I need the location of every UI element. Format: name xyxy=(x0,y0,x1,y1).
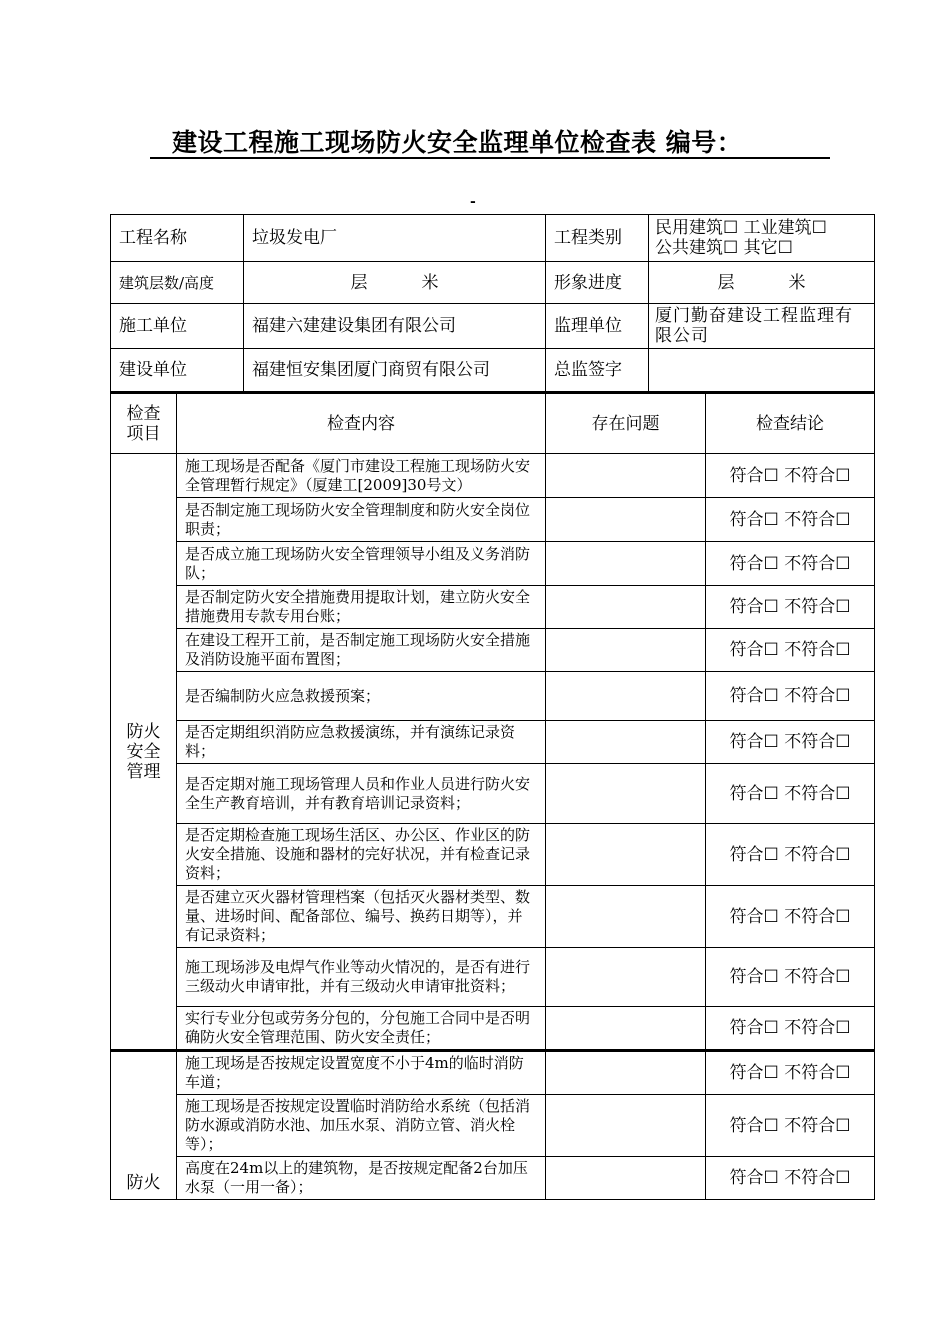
issue-cell[interactable] xyxy=(546,586,706,629)
issue-cell[interactable] xyxy=(546,948,706,1007)
issue-cell[interactable] xyxy=(546,454,706,498)
issue-cell[interactable] xyxy=(546,672,706,721)
supervisor-label: 监理单位 xyxy=(546,304,649,349)
project-name-label: 工程名称 xyxy=(111,215,244,262)
issue-cell[interactable] xyxy=(546,1157,706,1200)
page-title: 建设工程施工现场防火安全监理单位检查表 编号： xyxy=(150,127,830,159)
info-row-floors xyxy=(111,262,875,304)
check-content: 是否定期对施工现场管理人员和作业人员进行防火安全生产教育培训，并有教育培训记录资料； xyxy=(177,764,546,824)
table-row xyxy=(111,1007,875,1051)
supervisor-value: 厦门勤奋建设工程监理有限公司 xyxy=(649,304,875,349)
inspection-table xyxy=(110,214,875,1200)
conclusion-checkbox[interactable]: 符合☐ 不符合☐ xyxy=(706,629,875,672)
header-item: 检查项目 xyxy=(111,393,177,454)
conclusion-checkbox[interactable]: 符合☐ 不符合☐ xyxy=(706,1157,875,1200)
table-row xyxy=(111,824,875,886)
conclusion-checkbox[interactable]: 符合☐ 不符合☐ xyxy=(706,1051,875,1095)
category-fire-label: 防火 xyxy=(126,1173,161,1193)
conclusion-checkbox[interactable]: 符合☐ 不符合☐ xyxy=(706,948,875,1007)
chief-sign-label: 总监签字 xyxy=(546,349,649,393)
issue-cell[interactable] xyxy=(546,1051,706,1095)
conclusion-checkbox[interactable]: 符合☐ 不符合☐ xyxy=(706,764,875,824)
conclusion-checkbox[interactable]: 符合☐ 不符合☐ xyxy=(706,824,875,886)
check-content: 是否制定防火安全措施费用提取计划，建立防火安全措施费用专款专用台账； xyxy=(177,586,546,629)
check-content: 施工现场是否按规定设置宽度不小于4m的临时消防车道； xyxy=(177,1051,546,1095)
table-header-row xyxy=(111,393,875,454)
project-type-options-line2: 公共建筑☐ 其它☐ xyxy=(655,238,793,258)
issue-cell[interactable] xyxy=(546,824,706,886)
project-type-label: 工程类别 xyxy=(546,215,649,262)
conclusion-checkbox[interactable]: 符合☐ 不符合☐ xyxy=(706,498,875,542)
check-content: 施工现场是否配备《厦门市建设工程施工现场防火安全管理暂行规定》（厦建工[2009]30号文） xyxy=(177,454,546,498)
conclusion-checkbox[interactable]: 符合☐ 不符合☐ xyxy=(706,1007,875,1051)
category-fire xyxy=(111,1051,177,1200)
contractor-value: 福建六建建设集团有限公司 xyxy=(244,304,546,349)
header-content: 检查内容 xyxy=(177,393,546,454)
table-row xyxy=(111,629,875,672)
number-dash: - xyxy=(470,194,476,210)
info-row-owner xyxy=(111,349,875,393)
issue-cell[interactable] xyxy=(546,764,706,824)
header-conclusion: 检查结论 xyxy=(706,393,875,454)
floors-value: 层 米 xyxy=(244,262,546,304)
issue-cell[interactable] xyxy=(546,498,706,542)
table-row xyxy=(111,948,875,1007)
check-content: 施工现场涉及电焊气作业等动火情况的，是否有进行三级动火申请审批，并有三级动火申请审批资料； xyxy=(177,948,546,1007)
table-row xyxy=(111,1095,875,1157)
check-content: 施工现场是否按规定设置临时消防给水系统（包括消防水源或消防水池、加压水泵、消防立管、消火栓等）； xyxy=(177,1095,546,1157)
issue-cell[interactable] xyxy=(546,886,706,948)
category-fire-safety-management: 防火安全管理 xyxy=(111,454,177,1051)
check-content: 是否定期组织消防应急救援演练，并有演练记录资料； xyxy=(177,721,546,764)
check-content: 实行专业分包或劳务分包的，分包施工合同中是否明确防火安全管理范围、防火安全责任； xyxy=(177,1007,546,1051)
check-content: 在建设工程开工前，是否制定施工现场防火安全措施及消防设施平面布置图； xyxy=(177,629,546,672)
project-type-options-line1: 民用建筑☐ 工业建筑☐ xyxy=(655,218,827,238)
info-row-project xyxy=(111,215,875,262)
check-content: 是否建立灭火器材管理档案（包括灭火器材类型、数量、进场时间、配备部位、编号、换药日期等），并有记录资料； xyxy=(177,886,546,948)
table-row xyxy=(111,721,875,764)
table-row xyxy=(111,886,875,948)
progress-value: 层 米 xyxy=(649,262,875,304)
table-row xyxy=(111,498,875,542)
table-row xyxy=(111,672,875,721)
table-row xyxy=(111,1051,875,1095)
progress-label: 形象进度 xyxy=(546,262,649,304)
table-row xyxy=(111,586,875,629)
check-content: 是否制定施工现场防火安全管理制度和防火安全岗位职责； xyxy=(177,498,546,542)
issue-cell[interactable] xyxy=(546,629,706,672)
conclusion-checkbox[interactable]: 符合☐ 不符合☐ xyxy=(706,1095,875,1157)
project-type-options xyxy=(649,215,875,262)
owner-label: 建设单位 xyxy=(111,349,244,393)
conclusion-checkbox[interactable]: 符合☐ 不符合☐ xyxy=(706,886,875,948)
conclusion-checkbox[interactable]: 符合☐ 不符合☐ xyxy=(706,542,875,586)
table-row xyxy=(111,1157,875,1200)
issue-cell[interactable] xyxy=(546,721,706,764)
conclusion-checkbox[interactable]: 符合☐ 不符合☐ xyxy=(706,454,875,498)
check-content: 是否成立施工现场防火安全管理领导小组及义务消防队； xyxy=(177,542,546,586)
table-row xyxy=(111,764,875,824)
chief-sign-field[interactable] xyxy=(649,349,875,393)
header-issues: 存在问题 xyxy=(546,393,706,454)
conclusion-checkbox[interactable]: 符合☐ 不符合☐ xyxy=(706,672,875,721)
conclusion-checkbox[interactable]: 符合☐ 不符合☐ xyxy=(706,721,875,764)
check-content: 是否编制防火应急救援预案； xyxy=(177,672,546,721)
info-row-contractor xyxy=(111,304,875,349)
check-content: 是否定期检查施工现场生活区、办公区、作业区的防火安全措施、设施和器材的完好状况，并有检查记录资料； xyxy=(177,824,546,886)
issue-cell[interactable] xyxy=(546,1007,706,1051)
floors-label: 建筑层数/高度 xyxy=(111,262,244,304)
contractor-label: 施工单位 xyxy=(111,304,244,349)
issue-cell[interactable] xyxy=(546,542,706,586)
table-row xyxy=(111,454,875,498)
conclusion-checkbox[interactable]: 符合☐ 不符合☐ xyxy=(706,586,875,629)
project-name-value: 垃圾发电厂 xyxy=(244,215,546,262)
owner-value: 福建恒安集团厦门商贸有限公司 xyxy=(244,349,546,393)
table-row xyxy=(111,542,875,586)
check-content: 高度在24m以上的建筑物，是否按规定配备2台加压水泵（一用一备）； xyxy=(177,1157,546,1200)
issue-cell[interactable] xyxy=(546,1095,706,1157)
